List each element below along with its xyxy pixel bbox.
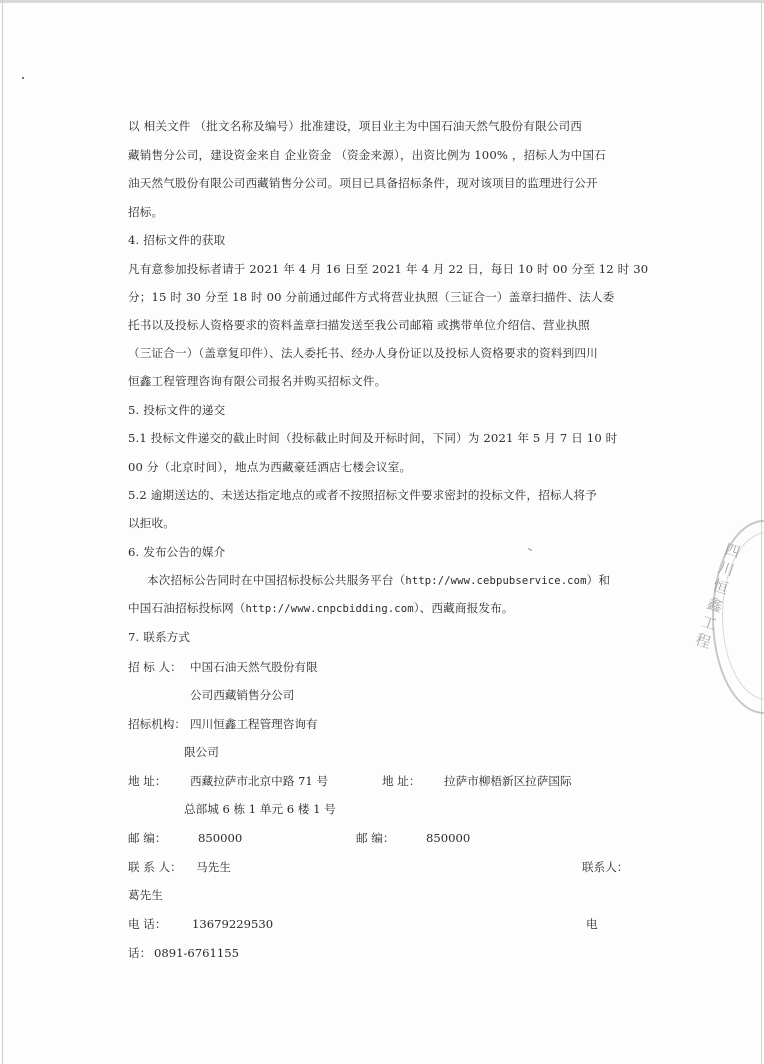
address-left-line-1: 西藏拉萨市北京中路 71 号 [190,774,329,788]
address-left-line-2: 总部城 6 栋 1 单元 6 楼 1 号 [184,802,336,816]
tenderer-label: 招 标 人： [128,660,182,674]
section6-line-2-suffix: ）、西藏商报发布。 [413,601,514,615]
scan-speck [22,77,24,79]
postcode-label-right: 邮 编： [356,831,395,845]
section6-line-1 [147,573,610,589]
intro-line-1: 以 相关文件 （批文名称及编号）批准建设，项目业主为中国石油天然气股份有限公司西 [128,119,582,133]
tenderer-line-2: 公司西藏销售分公司 [190,688,295,702]
address-label-right: 地 址： [382,774,421,788]
section6-line-2-prefix: 中国石油招标投标网（ [128,601,246,615]
postcode-left: 850000 [198,831,243,845]
intro-line-3: 油天然气股份有限公司西藏销售分公司。项目已具备招标条件，现对该项目的监理进行公开 [128,176,598,190]
phone-right: 0891-6761155 [154,946,240,960]
section4-line-4: （三证合一）（盖章复印件）、法人委托书、经办人身份证以及投标人资格要求的资料到四川 [128,346,598,360]
scan-edge-top [0,0,764,3]
section5-item2-line-1: 5.2 逾期送达的、未送达指定地点的或者不按照招标文件要求密封的投标文件，招标人将予 [128,488,597,502]
agency-line-1: 四川恒鑫工程管理咨询有 [190,717,318,731]
section5-item1-line-2: 00 分（北京时间），地点为西藏豪廷酒店七楼会议室。 [128,460,412,474]
agency-label: 招标机构： [128,717,186,731]
section4-line-5: 恒鑫工程管理咨询有限公司报名并购买招标文件。 [128,374,387,388]
cnpcbidding-url: http://www.cnpcbidding.com [245,603,414,615]
section5-item1-line-1: 5.1 投标文件递交的截止时间（投标截止时间及开标时间，下同）为 2021 年 5 月 7 日 10 时 [128,431,618,445]
section7-heading: 7. 联系方式 [128,630,191,644]
postcode-right: 850000 [426,831,471,845]
intro-line-4: 招标。 [128,205,164,219]
section5-heading: 5. 投标文件的递交 [128,403,226,417]
company-seal-text: 四川恒鑫工程 [693,540,743,653]
intro-line-2: 藏销售分公司，建设资金来自 企业资金 （资金来源），出资比例为 100% ，招标人为中国石 [128,148,606,162]
scan-edge-left [2,0,3,1064]
phone-label-right-part1: 电 [586,917,598,931]
phone-label-left: 电 话： [128,917,167,931]
section6-heading: 6. 发布公告的媒介 [128,545,226,559]
section4-line-3: 托书以及投标人资格要求的资料盖章扫描发送至我公司邮箱 或携带单位介绍信、营业执照 [128,318,590,332]
phone-left: 13679229530 [192,917,274,931]
contact-left: 马先生 [196,860,231,874]
section6-line-1-prefix: 本次招标公告同时在中国招标投标公共服务平台（ [147,573,406,587]
contact-label-right: 联系人： [582,860,629,874]
section4-line-2: 分；15 时 30 分至 18 时 00 分前通过邮件方式将营业执照（三证合一）盖章扫描件、法人委 [128,290,615,304]
scan-mark [528,548,532,551]
section4-line-1: 凡有意参加投标者请于 2021 年 4 月 16 日至 2021 年 4 月 22 日，每日 10 时 00 分至 12 时 30 [128,262,649,276]
section5-item2-line-2: 以拒收。 [128,516,175,530]
agency-line-2: 限公司 [184,745,219,759]
address-label-left: 地 址： [128,774,167,788]
cebpubservice-url: http://www.cebpubservice.com [405,575,587,587]
section4-heading: 4. 招标文件的获取 [128,233,226,247]
postcode-label-left: 邮 编： [128,831,167,845]
section6-line-2 [128,601,514,617]
phone-label-right-part2: 话： [128,946,152,960]
contact-label-left: 联 系 人： [128,860,182,874]
address-right: 拉萨市柳梧新区拉萨国际 [444,774,572,788]
section6-line-1-suffix: ）和 [586,573,611,587]
contact-right: 葛先生 [128,888,163,902]
tenderer-line-1: 中国石油天然气股份有限 [190,660,318,674]
